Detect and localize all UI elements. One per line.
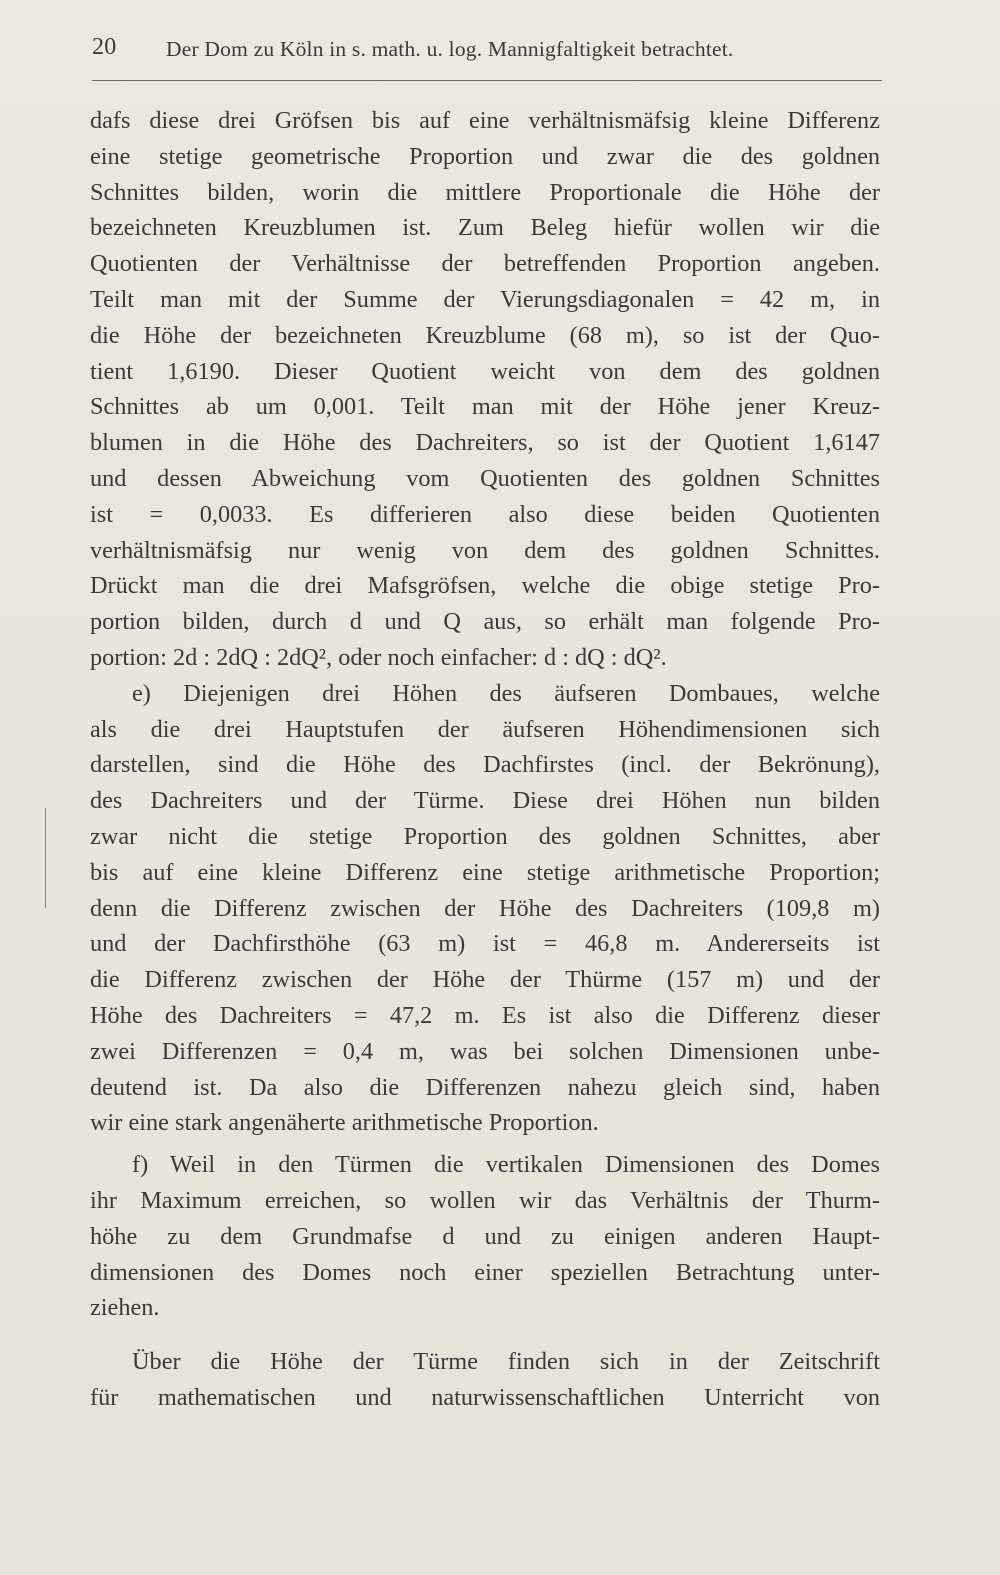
- text-line: tient 1,6190. Dieser Quotient weicht von dem des goldnen: [90, 357, 880, 385]
- text-line: ziehen.: [90, 1294, 160, 1322]
- text-line: für mathematischen und naturwissenschaftlichen Unterricht von: [90, 1383, 880, 1411]
- text-line: deutend ist. Da also die Differenzen nahezu gleich sind, haben: [90, 1073, 880, 1101]
- text-line: höhe zu dem Grundmafse d und zu einigen anderen Haupt-: [90, 1222, 880, 1250]
- text-line: Drückt man die drei Mafsgröfsen, welche die obige stetige Pro-: [90, 572, 880, 600]
- text-line: dafs diese drei Gröfsen bis auf eine verhältnismäfsig kleine Differenz: [90, 107, 880, 134]
- text-line: darstellen, sind die Höhe des Dachfirstes (incl. der Bekrönung),: [90, 751, 880, 779]
- page-header: [92, 34, 882, 74]
- text-line: Schnittes bilden, worin die mittlere Proportionale die Höhe der: [90, 178, 880, 206]
- text-line: verhältnismäfsig nur wenig von dem des goldnen Schnittes.: [90, 536, 880, 564]
- body-text: [90, 103, 880, 1416]
- text-line: Über die Höhe der Türme finden sich in der Zeitschrift: [132, 1348, 880, 1376]
- text-line: wir eine stark angenäherte arithmetische Proportion.: [90, 1109, 599, 1137]
- text-line: bezeichneten Kreuzblumen ist. Zum Beleg hiefür wollen wir die: [90, 214, 880, 242]
- header-rule: [92, 80, 882, 81]
- text-line: ihr Maximum erreichen, so wollen wir das Verhältnis der Thurm-: [90, 1186, 880, 1214]
- text-line: portion: 2d : 2dQ : 2dQ², oder noch einfacher: d : dQ : dQ².: [90, 643, 667, 671]
- text-line: und der Dachfirsthöhe (63 m) ist = 46,8 m. Andererseits ist: [90, 930, 880, 958]
- text-line: Höhe des Dachreiters = 47,2 m. Es ist also die Differenz dieser: [90, 1001, 880, 1029]
- text-line: des Dachreiters und der Türme. Diese drei Höhen nun bilden: [90, 787, 880, 815]
- text-line: denn die Differenz zwischen der Höhe des Dachreiters (109,8 m): [90, 894, 880, 922]
- text-line: Quotienten der Verhältnisse der betreffenden Proportion angeben.: [90, 250, 880, 278]
- text-line: Schnittes ab um 0,001. Teilt man mit der Höhe jener Kreuz-: [90, 393, 880, 421]
- text-line: bis auf eine kleine Differenz eine stetige arithmetische Proportion;: [90, 858, 880, 886]
- text-line: ist = 0,0033. Es differieren also diese beiden Quotienten: [90, 500, 880, 528]
- text-line: Teilt man mit der Summe der Vierungsdiagonalen = 42 m, in: [90, 285, 880, 313]
- text-line: e) Diejenigen drei Höhen des äufseren Dombaues, welche: [132, 679, 880, 707]
- text-line: blumen in die Höhe des Dachreiters, so ist der Quotient 1,6147: [90, 429, 880, 457]
- text-line: die Differenz zwischen der Höhe der Thürme (157 m) und der: [90, 966, 880, 994]
- margin-pencil-mark: [45, 808, 46, 908]
- text-line: und dessen Abweichung vom Quotienten des goldnen Schnittes: [90, 464, 880, 492]
- text-line: f) Weil in den Türmen die vertikalen Dimensionen des Domes: [132, 1151, 880, 1179]
- text-line: eine stetige geometrische Proportion und zwar die des goldnen: [90, 142, 880, 170]
- text-line: dimensionen des Domes noch einer speziellen Betrachtung unter-: [90, 1258, 880, 1286]
- text-line: als die drei Hauptstufen der äufseren Höhendimensionen sich: [90, 715, 880, 743]
- text-line: zwei Differenzen = 0,4 m, was bei solchen Dimensionen unbe-: [90, 1037, 880, 1065]
- text-line: die Höhe der bezeichneten Kreuzblume (68 m), so ist der Quo-: [90, 321, 880, 349]
- page-number: 20: [92, 34, 117, 60]
- text-line: portion bilden, durch d und Q aus, so erhält man folgende Pro-: [90, 608, 880, 636]
- running-title: Der Dom zu Köln in s. math. u. log. Mannigfaltigkeit betrachtet.: [166, 37, 734, 61]
- text-line: zwar nicht die stetige Proportion des goldnen Schnittes, aber: [90, 822, 880, 850]
